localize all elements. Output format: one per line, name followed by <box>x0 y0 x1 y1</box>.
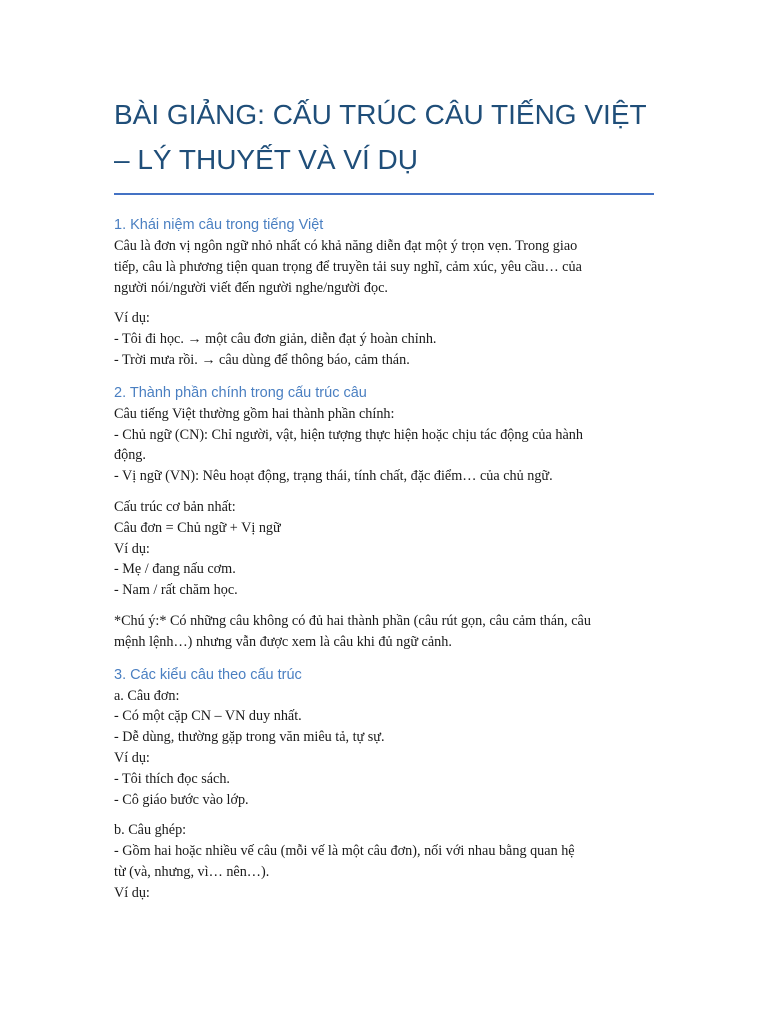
document-page <box>114 92 656 904</box>
example-line: - Nam / rất chăm học. <box>114 582 238 599</box>
example-line: - Mẹ / đang nấu cơm. <box>114 561 236 578</box>
paragraph-line: - Có một cặp CN – VN duy nhất. <box>114 708 302 725</box>
section-3-compound <box>114 820 656 903</box>
title-line-2: – LÝ THUYẾT VÀ VÍ DỤ <box>114 144 418 175</box>
example-line: - Trời mưa rồi. → câu dùng để thông báo, cảm thán. <box>114 351 410 368</box>
note-line: *Chú ý:* Có những câu không có đủ hai thành phần (câu rút gọn, câu cảm thán, câu <box>114 612 591 629</box>
section-2-note <box>114 611 656 653</box>
example-line: - Tôi đi học. → một câu đơn giản, diễn đạt ý hoàn chỉnh. <box>114 331 437 348</box>
paragraph-line: người nói/người viết đến người nghe/người đọc. <box>114 279 388 296</box>
paragraph-line: từ (và, nhưng, vì… nên…). <box>114 863 270 880</box>
document-title <box>114 92 656 182</box>
example-label: Ví dụ: <box>114 884 150 901</box>
note-line: mệnh lệnh…) nhưng vẫn được xem là câu khi đủ ngữ cảnh. <box>114 633 452 650</box>
paragraph-line: a. Câu đơn: <box>114 687 180 704</box>
section-heading-2: 2. Thành phần chính trong cấu trúc câu <box>114 384 367 401</box>
paragraph-line: Cấu trúc cơ bản nhất: <box>114 498 236 515</box>
section-2-paragraph <box>114 404 656 487</box>
title-line-1: BÀI GIẢNG: CẤU TRÚC CÂU TIẾNG VIỆT <box>114 99 647 130</box>
title-divider <box>114 193 654 195</box>
paragraph-line: tiếp, câu là phương tiện quan trọng để truyền tải suy nghĩ, cảm xúc, yêu cầu… của <box>114 258 582 275</box>
paragraph-line: - Gồm hai hoặc nhiều vế câu (mỗi vế là một câu đơn), nối với nhau bằng quan hệ <box>114 843 575 860</box>
example-label: Ví dụ: <box>114 540 150 557</box>
section-1-examples <box>114 308 656 370</box>
section-1-paragraph <box>114 236 656 298</box>
example-label: Ví dụ: <box>114 749 150 766</box>
section-heading-1: 1. Khái niệm câu trong tiếng Việt <box>114 217 324 233</box>
paragraph-line: - Chủ ngữ (CN): Chỉ người, vật, hiện tượng thực hiện hoặc chịu tác động của hành <box>114 426 583 443</box>
paragraph-line: Câu là đơn vị ngôn ngữ nhỏ nhất có khả năng diễn đạt một ý trọn vẹn. Trong giao <box>114 238 578 254</box>
section-heading-3: 3. Các kiểu câu theo cấu trúc <box>114 666 302 683</box>
section-2-structure <box>114 497 656 601</box>
paragraph-line: b. Câu ghép: <box>114 822 187 839</box>
paragraph-line: Câu tiếng Việt thường gồm hai thành phần chính: <box>114 405 395 422</box>
paragraph-line: - Vị ngữ (VN): Nêu hoạt động, trạng thái, tính chất, đặc điểm… của chủ ngữ. <box>114 468 553 485</box>
example-line: - Cô giáo bước vào lớp. <box>114 791 249 808</box>
section-3-simple <box>114 686 656 811</box>
formula-line: Câu đơn = Chủ ngữ + Vị ngữ <box>114 519 281 536</box>
paragraph-line: động. <box>114 447 146 464</box>
example-label: Ví dụ: <box>114 310 150 327</box>
example-line: - Tôi thích đọc sách. <box>114 770 230 787</box>
paragraph-line: - Dễ dùng, thường gặp trong văn miêu tả, tự sự. <box>114 729 385 746</box>
